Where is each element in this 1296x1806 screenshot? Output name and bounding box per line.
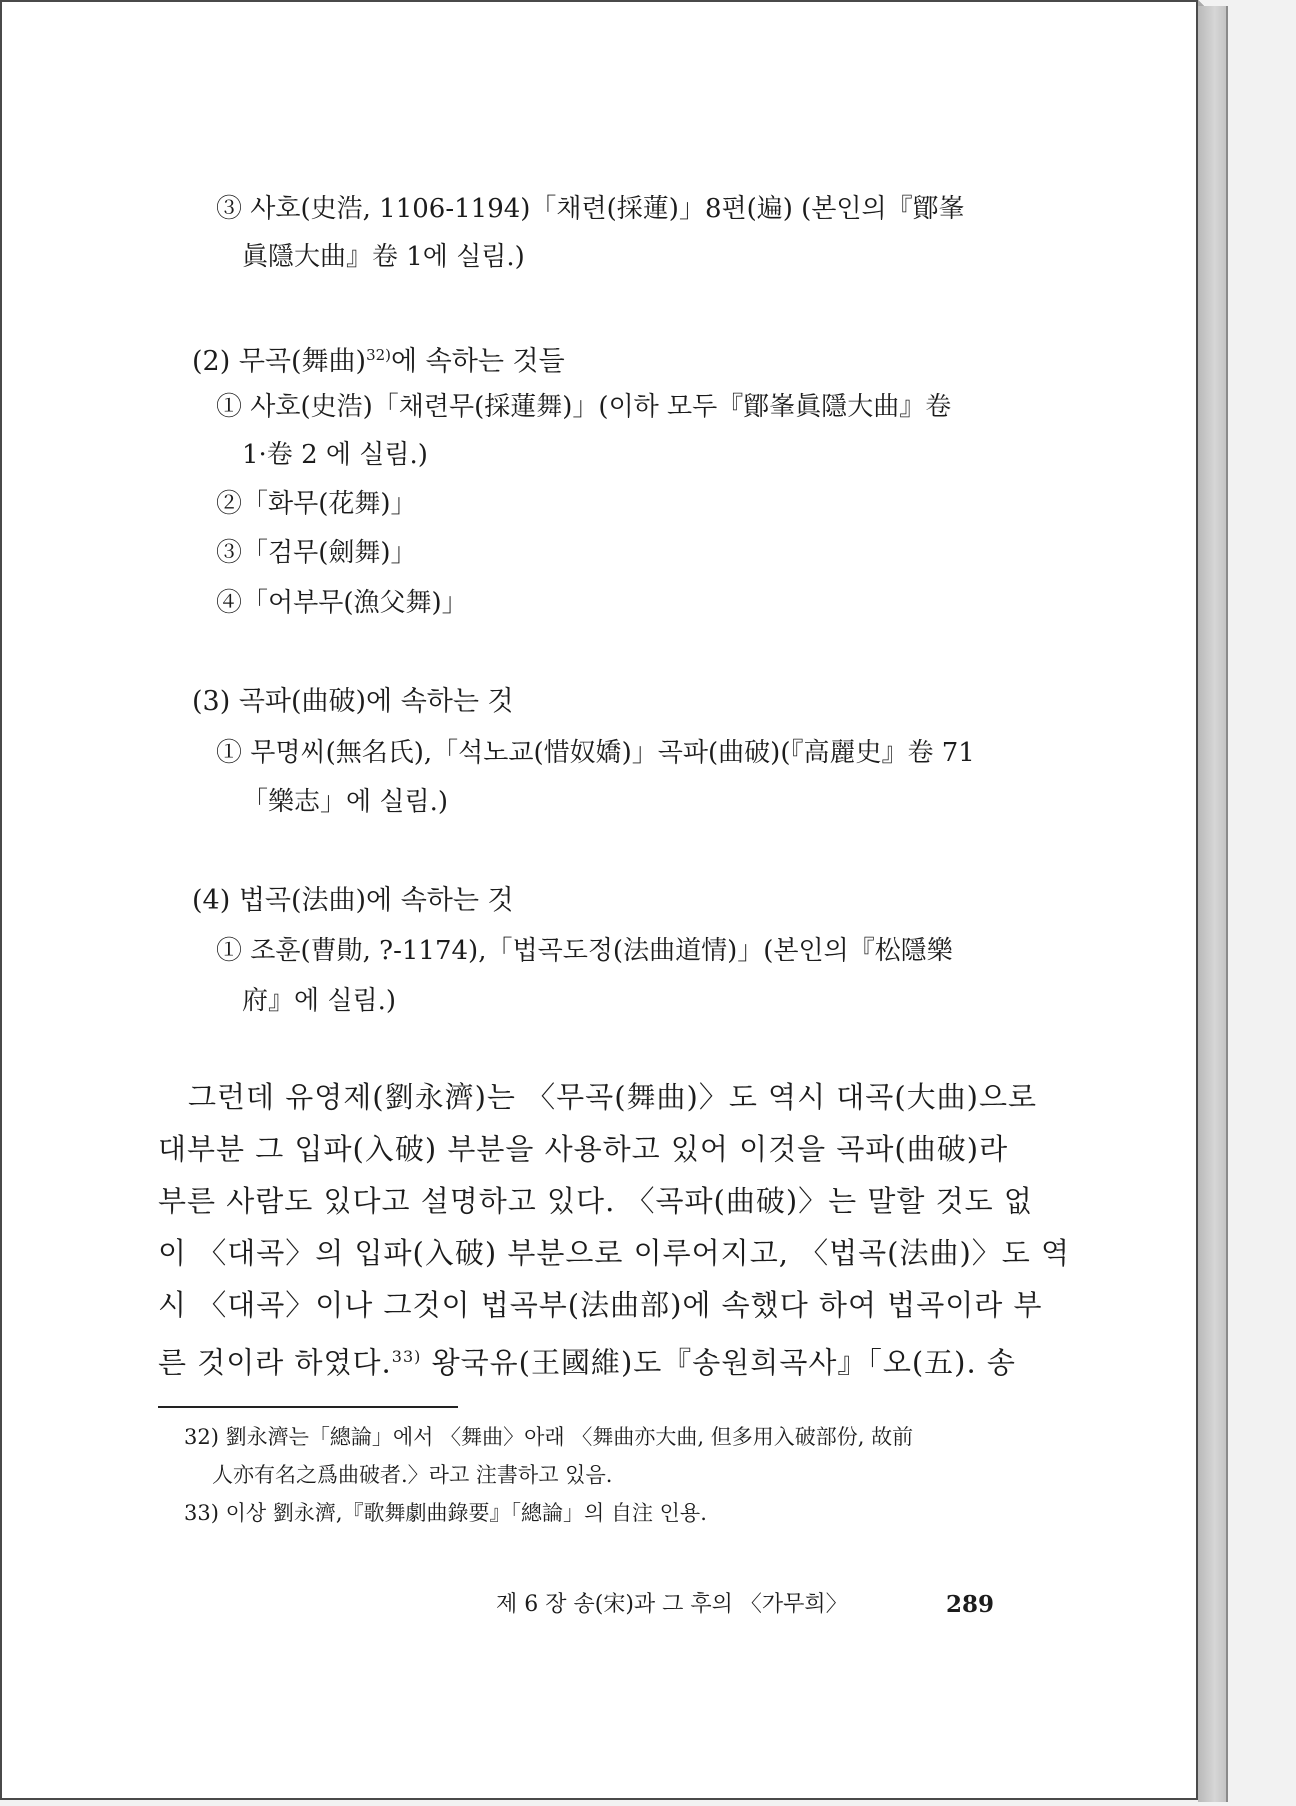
page-edge-shadow	[1198, 6, 1228, 1802]
page-number: 289	[946, 1591, 995, 1618]
item-2-3: ③「검무(劍舞)」	[216, 538, 417, 568]
paragraph-line-3: 부른 사람도 있다고 설명하고 있다. 〈곡파(曲破)〉는 말할 것도 없	[158, 1184, 1033, 1218]
paragraph-line-1: 그런데 유영제(劉永濟)는 〈무곡(舞曲)〉도 역시 대곡(大曲)으로	[188, 1080, 1037, 1114]
paragraph-line-6	[158, 1340, 1016, 1380]
footnote-32-line-2: 人亦有名之爲曲破者.〉라고 注書하고 있음.	[212, 1463, 613, 1487]
paragraph-line-5: 시 〈대곡〉이나 그것이 법곡부(法曲部)에 속했다 하여 법곡이라 부	[158, 1288, 1043, 1322]
item-2-1-line-1: ① 사호(史浩)「채련무(採蓮舞)」(이하 모두『鄮峯眞隱大曲』卷	[216, 392, 952, 422]
item-4-1-line-1: ① 조훈(曹勛, ?-1174),「법곡도정(法曲道情)」(본인의『松隱樂	[216, 936, 953, 966]
item-4-1-line-2: 府』에 실림.)	[242, 986, 397, 1016]
section-2-heading	[192, 338, 565, 379]
section-4-heading: (4) 법곡(法曲)에 속하는 것	[192, 885, 514, 916]
paragraph-line-4: 이 〈대곡〉의 입파(入破) 부분으로 이루어지고, 〈법곡(法曲)〉도 역	[158, 1236, 1071, 1270]
item-2-1-line-2: 1·卷 2 에 실림.)	[242, 440, 428, 470]
running-footer-chapter: 제 6 장 송(宋)과 그 후의 〈가무희〉	[496, 1592, 848, 1617]
section-2-heading-tail: 에 속하는 것들	[391, 346, 565, 377]
item-3-1-line-1: ① 무명씨(無名氏),「석노교(惜奴嬌)」곡파(曲破)(『高麗史』卷 71	[216, 738, 975, 768]
paragraph-line-2: 대부분 그 입파(入破) 부분을 사용하고 있어 이것을 곡파(曲破)라	[158, 1132, 1009, 1166]
item-3-1-line-2: 「樂志」에 실림.)	[242, 787, 449, 817]
item-1-3-line-2: 眞隱大曲』卷 1에 실림.)	[242, 242, 525, 272]
section-3-heading: (3) 곡파(曲破)에 속하는 것	[192, 686, 514, 717]
paragraph-line-6-start: 른 것이라 하였다.	[158, 1345, 392, 1380]
footnote-ref-32: 32)	[366, 346, 392, 364]
footnote-33: 33) 이상 劉永濟,『歌舞劇曲錄要』「總論」의 自注 인용.	[184, 1501, 707, 1525]
footnote-divider	[158, 1406, 458, 1408]
footnote-32-line-1: 32) 劉永濟는「總論」에서 〈舞曲〉아래 〈舞曲亦大曲, 但多用入破部份, 故前	[184, 1425, 914, 1449]
footnote-ref-33: 33)	[391, 1347, 422, 1366]
item-2-4: ④「어부무(漁父舞)」	[216, 588, 468, 618]
paragraph-line-6-end: 왕국유(王國維)도『송원희곡사』「오(五). 송	[421, 1345, 1016, 1380]
item-2-2: ②「화무(花舞)」	[216, 489, 417, 519]
item-1-3-line-1: ③ 사호(史浩, 1106-1194)「채련(採蓮)」8편(遍) (본인의『鄮峯	[216, 194, 965, 224]
section-2-heading-text: (2) 무곡(舞曲)	[192, 346, 367, 377]
